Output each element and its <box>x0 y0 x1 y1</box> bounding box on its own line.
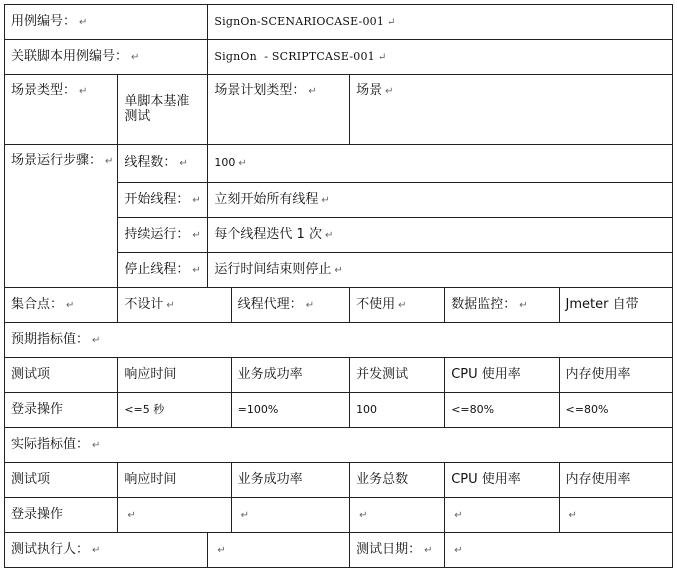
proxy-label: 线程代理： <box>237 296 303 312</box>
monitor-label-cell <box>445 288 559 323</box>
expected-value-cell <box>231 393 349 428</box>
return-mark: ↵ <box>238 158 247 170</box>
expected-header-cell <box>350 358 445 393</box>
scene-type-value: 单脚本基准测试 <box>124 94 190 124</box>
executor-label: 测试执行人： <box>11 541 90 557</box>
row-case-id <box>5 5 673 40</box>
threads-value-cell <box>208 145 673 183</box>
row-steps-threads <box>5 145 673 183</box>
return-mark: ↵ <box>79 16 88 28</box>
expected-value-cell <box>118 393 231 428</box>
return-mark: ↵ <box>359 509 368 521</box>
expected-header-cell <box>559 358 672 393</box>
expected-title-cell <box>5 323 673 358</box>
threads-label-cell <box>118 145 208 183</box>
case-id-value: SignOn-SCENARIOCASE-001 <box>214 14 385 28</box>
date-label: 测试日期： <box>356 541 422 557</box>
actual-header: 内存使用率 <box>565 471 631 487</box>
duration-value-cell <box>208 218 673 253</box>
date-label-cell <box>350 533 445 568</box>
steps-label-cell <box>5 145 118 288</box>
return-mark: ↵ <box>79 86 88 97</box>
expected-value: =100% <box>237 402 279 416</box>
stop-label-cell <box>118 253 208 288</box>
stop-value-cell <box>208 253 673 288</box>
row-expected-title <box>5 323 673 358</box>
stop-label: 停止线程： <box>124 261 190 277</box>
row-actual-values <box>5 498 673 533</box>
scene-plan-label-cell <box>208 75 350 145</box>
actual-header-cell <box>5 463 118 498</box>
return-mark: ↵ <box>324 229 334 241</box>
expected-value: <=5 秒 <box>124 402 165 416</box>
row-actual-headers <box>5 463 673 498</box>
return-mark: ↵ <box>105 156 114 167</box>
return-mark: ↵ <box>568 509 577 521</box>
return-mark: ↵ <box>92 439 101 451</box>
threads-value: 100 <box>214 156 236 170</box>
row-settings <box>5 288 673 323</box>
return-mark: ↵ <box>454 509 463 521</box>
start-label-cell <box>118 183 208 218</box>
expected-value-cell <box>559 393 672 428</box>
actual-value-cell <box>5 498 118 533</box>
expected-value: <=80% <box>565 402 609 416</box>
case-id-value-cell <box>208 5 673 40</box>
return-mark: ↵ <box>127 509 136 521</box>
scene-plan-label: 场景计划类型： <box>214 83 306 98</box>
scene-type-label: 场景类型： <box>11 83 77 98</box>
actual-header: 业务总数 <box>356 471 409 487</box>
proxy-value-cell <box>350 288 445 323</box>
expected-value-cell <box>445 393 559 428</box>
row-expected-values <box>5 393 673 428</box>
expected-header-cell <box>231 358 349 393</box>
return-mark: ↵ <box>92 544 101 556</box>
expected-header: 业务成功率 <box>237 366 303 382</box>
expected-header: 响应时间 <box>124 366 177 382</box>
related-id-label-cell <box>5 40 208 75</box>
return-mark: ↵ <box>454 544 463 556</box>
monitor-label: 数据监控： <box>451 296 517 312</box>
return-mark: ↵ <box>179 158 188 170</box>
scene-plan-value-cell <box>350 75 673 145</box>
actual-header-cell <box>559 463 672 498</box>
rendezvous-label: 集合点： <box>11 296 64 312</box>
scene-type-value-cell <box>118 75 208 145</box>
expected-header: 内存使用率 <box>565 366 631 382</box>
date-value-cell[interactable] <box>445 533 673 568</box>
actual-header-cell <box>231 463 349 498</box>
start-label: 开始线程： <box>124 191 190 207</box>
actual-value-cell[interactable] <box>445 498 559 533</box>
scenario-test-case-table <box>4 4 673 568</box>
return-mark: ↵ <box>387 16 396 28</box>
duration-label: 持续运行： <box>124 226 190 242</box>
proxy-label-cell <box>231 288 349 323</box>
related-id-value: SignOn - SCRIPTCASE-001 <box>214 49 375 63</box>
expected-header: 并发测试 <box>356 366 409 382</box>
row-actual-title <box>5 428 673 463</box>
rendezvous-value-cell <box>118 288 231 323</box>
return-mark: ↵ <box>166 299 175 311</box>
expected-value: <=80% <box>451 402 495 416</box>
return-mark: ↵ <box>308 86 317 97</box>
return-mark: ↵ <box>192 229 201 241</box>
actual-header: 测试项 <box>11 471 51 487</box>
monitor-value: Jmeter 自带 <box>565 296 639 312</box>
return-mark: ↵ <box>519 299 528 311</box>
expected-value: 登录操作 <box>11 401 64 417</box>
case-id-label-cell <box>5 5 208 40</box>
actual-header: CPU 使用率 <box>451 471 521 487</box>
row-related-id <box>5 40 673 75</box>
row-footer <box>5 533 673 568</box>
return-mark: ↵ <box>131 51 140 63</box>
row-scene-type <box>5 75 673 145</box>
return-mark: ↵ <box>192 264 201 276</box>
start-value: 立刻开始所有线程 <box>214 191 319 207</box>
return-mark: ↵ <box>217 544 226 556</box>
executor-value-cell[interactable] <box>208 533 350 568</box>
return-mark: ↵ <box>192 194 201 206</box>
scene-type-label-cell <box>5 75 118 145</box>
actual-header: 响应时间 <box>124 471 177 487</box>
return-mark: ↵ <box>377 51 387 63</box>
rendezvous-label-cell <box>5 288 118 323</box>
expected-header: CPU 使用率 <box>451 366 521 382</box>
actual-value-cell[interactable] <box>350 498 445 533</box>
expected-value-cell <box>5 393 118 428</box>
scene-plan-value: 场景 <box>356 83 383 98</box>
actual-title-cell <box>5 428 673 463</box>
expected-header: 测试项 <box>11 366 51 382</box>
actual-value: 登录操作 <box>11 506 64 522</box>
executor-label-cell <box>5 533 208 568</box>
steps-label: 场景运行步骤： <box>11 153 103 168</box>
related-id-value-cell <box>208 40 673 75</box>
row-expected-headers <box>5 358 673 393</box>
duration-value: 每个线程迭代 1 次 <box>214 226 322 242</box>
return-mark: ↵ <box>398 299 407 311</box>
threads-label: 线程数： <box>124 155 177 171</box>
actual-header-cell <box>118 463 231 498</box>
duration-label-cell <box>118 218 208 253</box>
return-mark: ↵ <box>92 334 101 346</box>
return-mark: ↵ <box>66 299 75 311</box>
return-mark: ↵ <box>385 86 394 97</box>
actual-value-cell[interactable] <box>559 498 672 533</box>
related-id-label: 关联脚本用例编号： <box>11 48 129 64</box>
expected-value: 100 <box>356 402 378 416</box>
start-value-cell <box>208 183 673 218</box>
return-mark: ↵ <box>424 544 433 556</box>
actual-value-cell[interactable] <box>231 498 349 533</box>
expected-title: 预期指标值： <box>11 331 90 347</box>
expected-header-cell <box>5 358 118 393</box>
actual-header-cell <box>350 463 445 498</box>
expected-header-cell <box>445 358 559 393</box>
proxy-value: 不使用 <box>356 296 396 312</box>
expected-header-cell <box>118 358 231 393</box>
return-mark: ↵ <box>334 264 343 276</box>
rendezvous-value: 不设计 <box>124 296 164 312</box>
monitor-value-cell <box>559 288 672 323</box>
return-mark: ↵ <box>321 194 330 206</box>
return-mark: ↵ <box>240 509 250 521</box>
actual-value-cell[interactable] <box>118 498 231 533</box>
stop-value: 运行时间结束则停止 <box>214 261 332 277</box>
case-id-label: 用例编号： <box>11 13 77 29</box>
actual-title: 实际指标值： <box>11 436 90 452</box>
actual-header: 业务成功率 <box>237 471 303 487</box>
actual-header-cell <box>445 463 559 498</box>
return-mark: ↵ <box>305 299 315 311</box>
expected-value-cell <box>350 393 445 428</box>
